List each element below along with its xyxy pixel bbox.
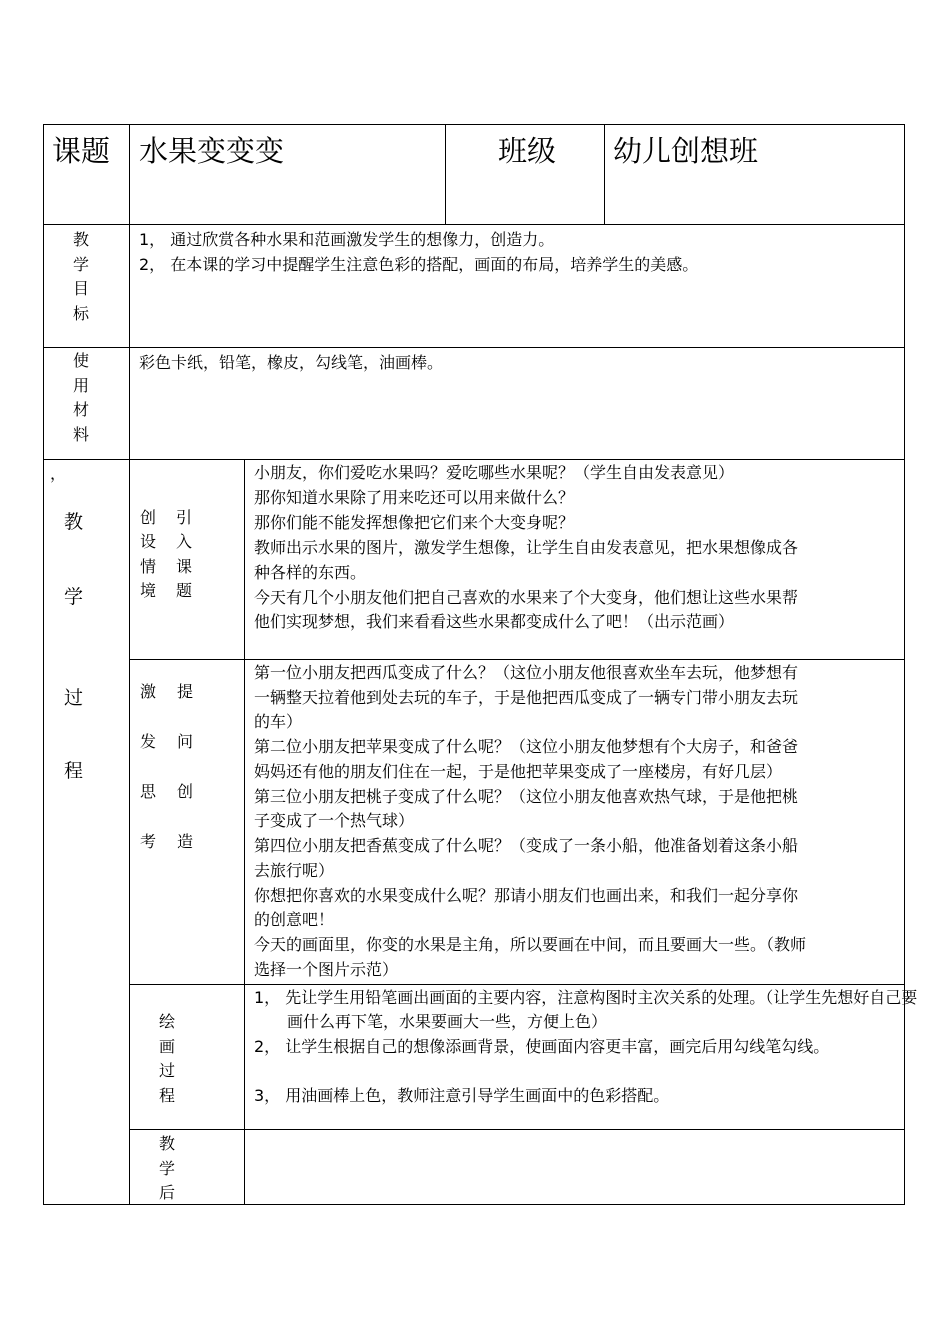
column-divider <box>129 124 130 1205</box>
column-divider <box>445 124 446 225</box>
class-label: 班级 <box>498 134 557 168</box>
inspire-label-char: 问 <box>177 732 194 751</box>
intro-line: 那你知道水果除了用来吃还可以用来做什么？ <box>254 488 575 507</box>
column-divider <box>244 459 245 1205</box>
inspire-line: 的车） <box>254 712 303 731</box>
inspire-label-char: 造 <box>177 832 194 851</box>
column-divider <box>604 124 605 225</box>
goals-label: 教 学 目 标 <box>72 230 89 323</box>
inspire-line: 第二位小朋友把苹果变成了什么呢？（这位小朋友他梦想有个大房子，和爸爸 <box>254 737 799 756</box>
after-class-label: 教 学 后 <box>158 1134 175 1202</box>
intro-label-char: 引 <box>176 508 193 527</box>
intro-line: 种各样的东西。 <box>254 563 367 582</box>
process-label-char: 程 <box>64 760 84 782</box>
table-border-top <box>43 124 905 125</box>
inspire-line: 你想把你喜欢的水果变成什么呢？那请小朋友们也画出来，和我们一起分享你 <box>254 886 799 905</box>
intro-label-char: 设 <box>140 532 157 551</box>
goal-line-2: 2， 在本课的学习中提醒学生注意色彩的搭配，画面的布局，培养学生的美感。 <box>139 255 699 274</box>
inspire-label-char: 提 <box>177 682 194 701</box>
drawing-step-1: 1， 先让学生用铅笔画出画面的主要内容，注意构图时主次关系的处理。（让学生先想好自己要画什么再下笔，水果要画大一些，方便上色） <box>254 988 918 1031</box>
inspire-label-char: 创 <box>177 782 194 801</box>
materials-label: 使 用 材 料 <box>72 351 89 444</box>
class-value: 幼儿创想班 <box>613 134 759 168</box>
inspire-line: 一辆整天拉着他到处去玩的车子，于是他把西瓜变成了一辆专门带小朋友去玩 <box>254 688 799 707</box>
drawing-step-3: 3， 用油画棒上色，教师注意引导学生画面中的色彩搭配。 <box>254 1086 670 1105</box>
intro-line: 今天有几个小朋友他们把自己喜欢的水果来了个大变身，他们想让这些水果帮 <box>254 588 799 607</box>
inspire-label-char: 思 <box>140 782 157 801</box>
inspire-label-char: 激 <box>140 682 157 701</box>
topic-label: 课题 <box>52 134 111 168</box>
intro-label-char: 课 <box>176 557 193 576</box>
intro-label-char: 境 <box>140 581 157 600</box>
row-divider <box>129 659 905 660</box>
process-label-char: 过 <box>64 687 84 709</box>
process-mark: ， <box>50 464 67 483</box>
inspire-line: 妈妈还有他的朋友们住在一起，于是他把苹果变成了一座楼房，有好几层） <box>254 762 783 781</box>
inspire-line: 选择一个图片示范） <box>254 960 399 979</box>
drawing-step-2: 2， 让学生根据自己的想像添画背景，使画面内容更丰富，画完后用勾线笔勾线。 <box>254 1037 830 1056</box>
materials-text: 彩色卡纸，铅笔，橡皮，勾线笔，油画棒。 <box>139 353 444 372</box>
intro-label-char: 入 <box>176 532 193 551</box>
goal-line-1: 1， 通过欣赏各种水果和范画激发学生的想像力，创造力。 <box>139 230 555 249</box>
intro-line: 他们实现梦想，我们来看看这些水果都变成什么了吧！（出示范画） <box>254 612 735 631</box>
inspire-line: 的创意吧！ <box>254 910 335 929</box>
row-divider <box>43 224 905 225</box>
inspire-line: 第一位小朋友把西瓜变成了什么？（这位小朋友他很喜欢坐车去玩，他梦想有 <box>254 663 799 682</box>
process-label-char: 教 <box>64 511 84 533</box>
process-label-char: 学 <box>64 586 84 608</box>
drawing-label: 绘 画 过 程 <box>158 1012 175 1105</box>
inspire-line: 去旅行呢） <box>254 861 335 880</box>
intro-label-char: 情 <box>140 557 157 576</box>
row-divider <box>129 984 905 985</box>
intro-label-char: 创 <box>140 508 157 527</box>
inspire-line: 今天的画面里，你变的水果是主角，所以要画在中间，而且要画大一些。（教师 <box>254 935 807 954</box>
table-border-left <box>43 124 44 1205</box>
intro-line: 小朋友，你们爱吃水果吗？爱吃哪些水果呢？（学生自由发表意见） <box>254 463 735 482</box>
inspire-line: 第三位小朋友把桃子变成了什么呢？（这位小朋友他喜欢热气球，于是他把桃 <box>254 787 799 806</box>
intro-line: 那你们能不能发挥想像把它们来个大变身呢？ <box>254 513 575 532</box>
inspire-label-char: 发 <box>140 732 157 751</box>
row-divider <box>129 1129 905 1130</box>
inspire-line: 子变成了一个热气球） <box>254 811 415 830</box>
inspire-line: 第四位小朋友把香蕉变成了什么呢？（变成了一条小船，他准备划着这条小船 <box>254 836 799 855</box>
row-divider <box>43 347 905 348</box>
intro-label-char: 题 <box>176 581 193 600</box>
row-divider <box>43 459 905 460</box>
inspire-label-char: 考 <box>140 832 157 851</box>
topic-value: 水果变变变 <box>139 134 285 168</box>
intro-line: 教师出示水果的图片，激发学生想像，让学生自由发表意见，把水果想像成各 <box>254 538 799 557</box>
after-class-content <box>254 1134 894 1200</box>
